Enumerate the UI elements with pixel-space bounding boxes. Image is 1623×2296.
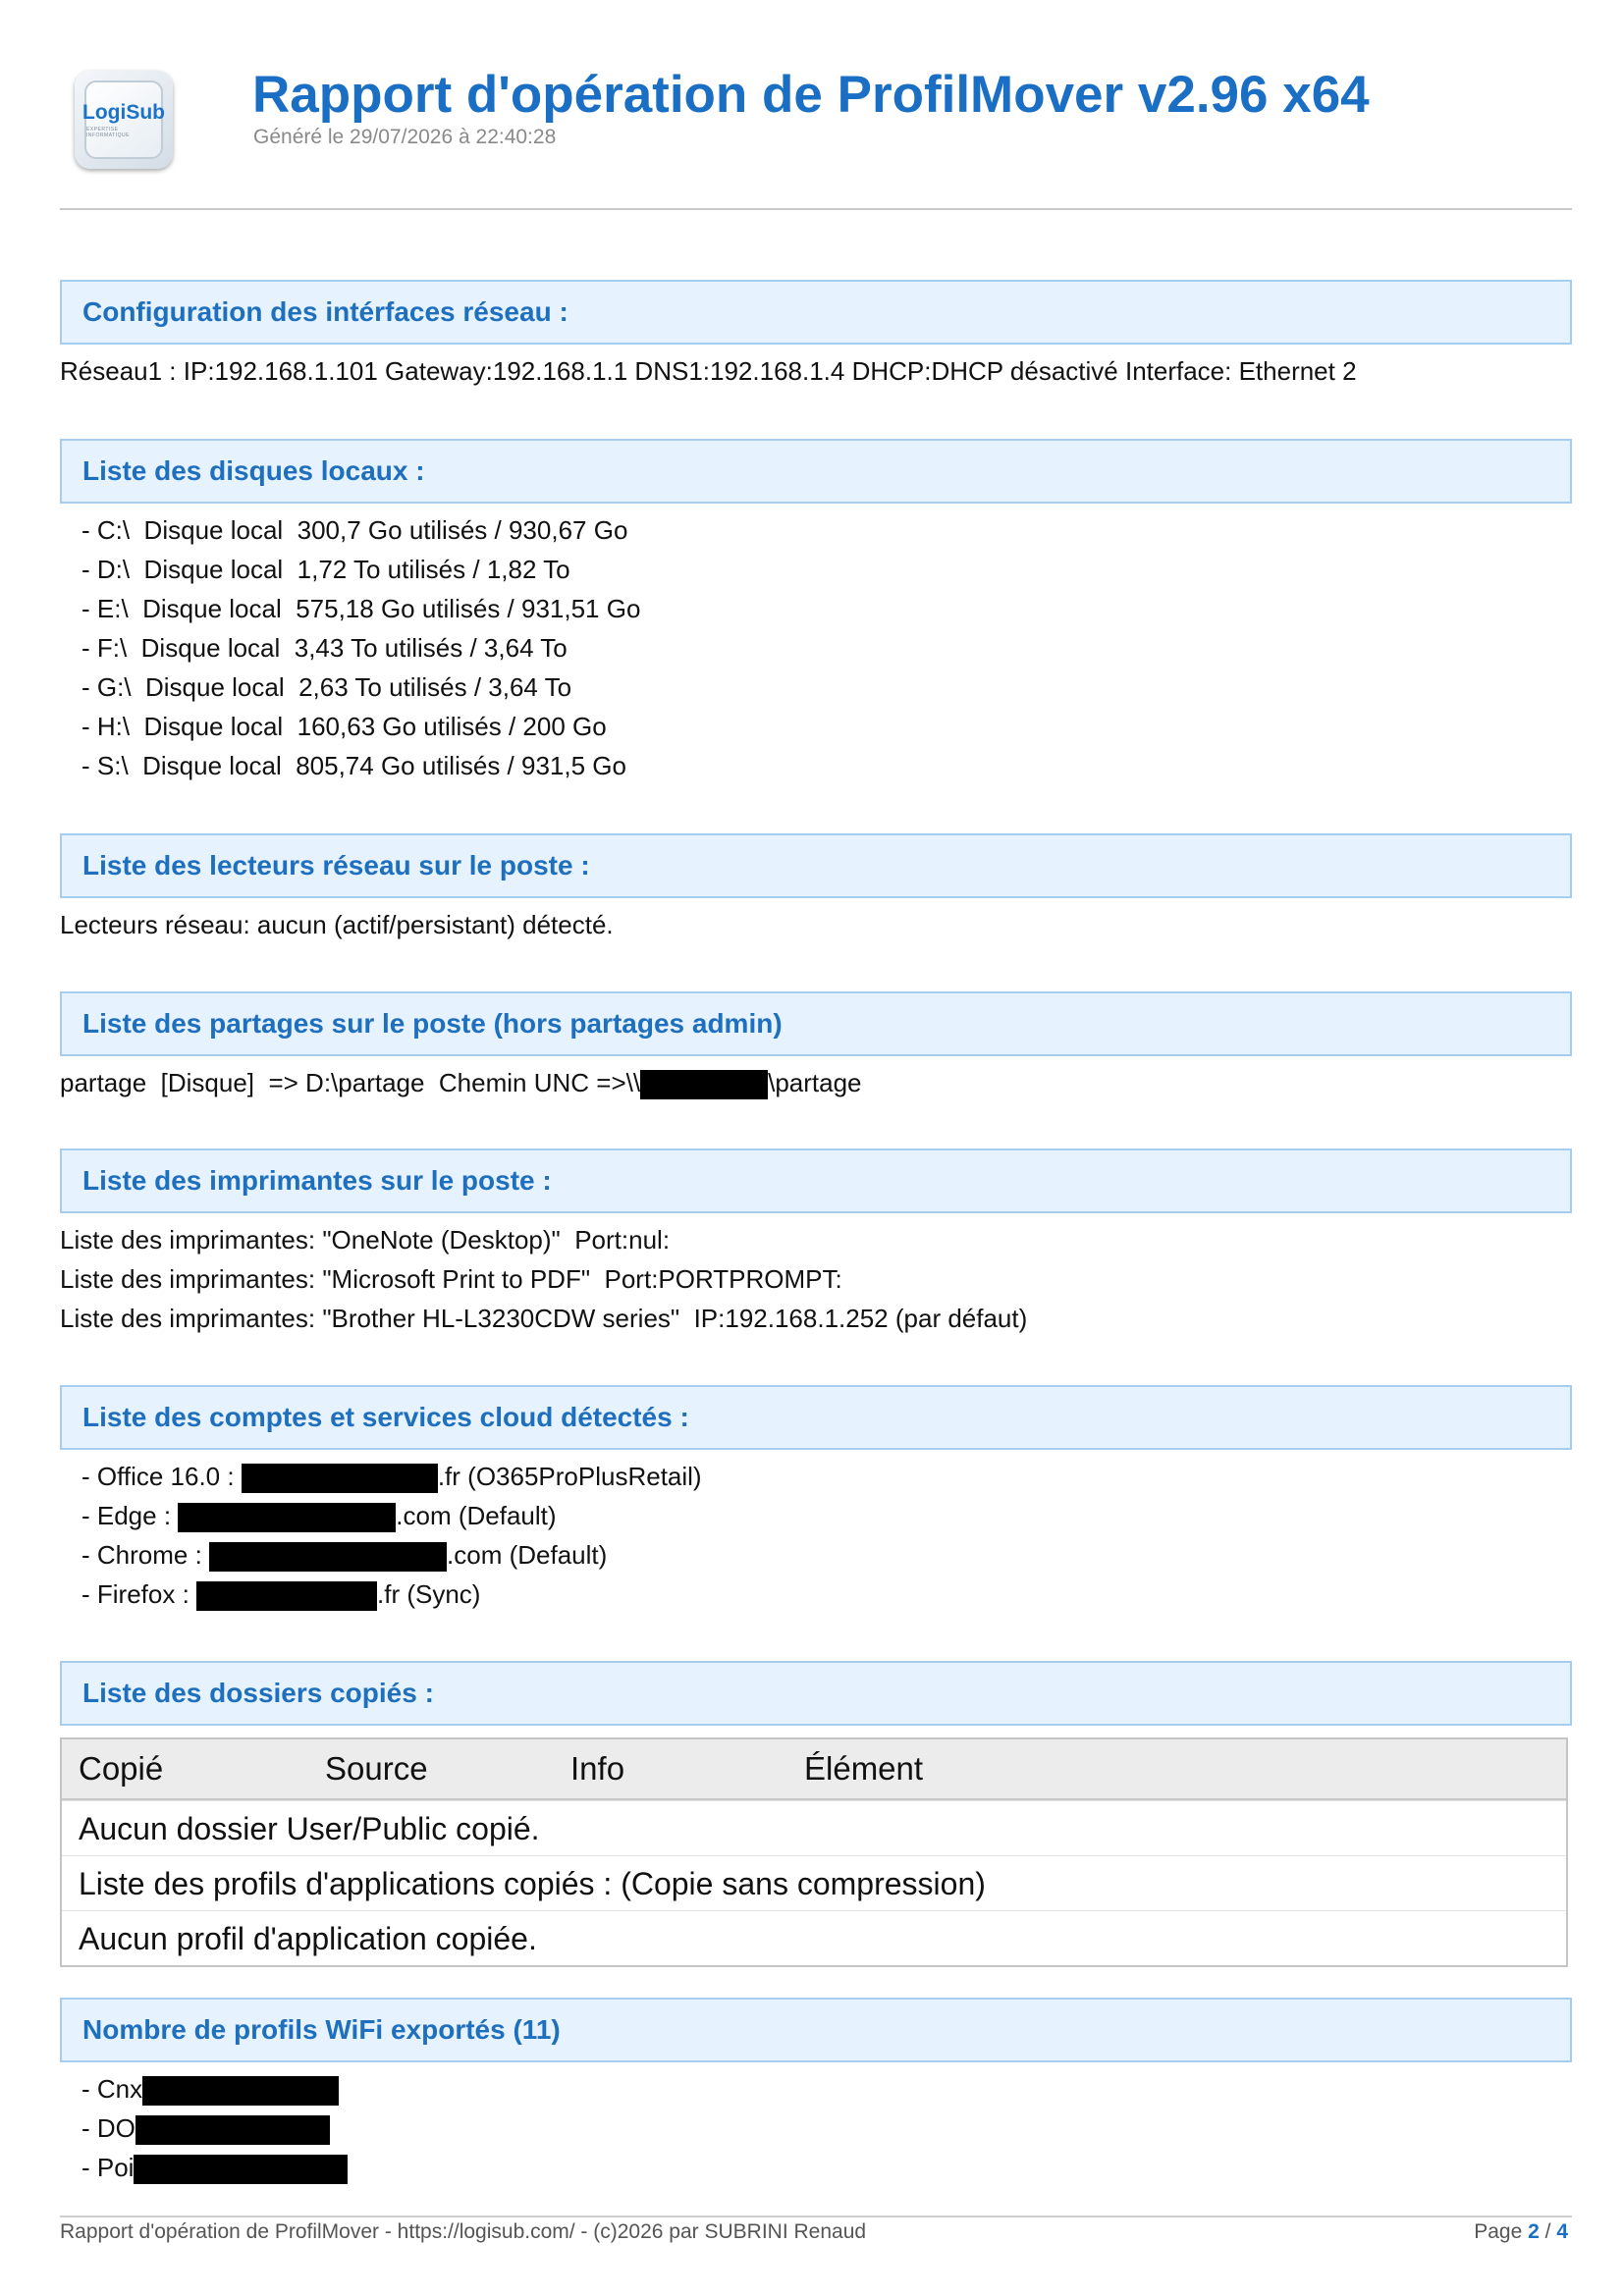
disk-item: - D:\ Disque local 1,72 To utilisés / 1,82 To xyxy=(81,555,570,584)
cloud-item-prefix: - Edge : xyxy=(81,1501,179,1530)
logo-text: LogiSub xyxy=(82,100,165,124)
cloud-item-suffix: .com (Default) xyxy=(447,1540,608,1570)
redacted-ssid xyxy=(142,2076,339,2106)
table-row xyxy=(62,1855,1566,1910)
section-network-drives-title: Liste des lecteurs réseau sur le poste : xyxy=(82,850,590,881)
section-wifi-title: Nombre de profils WiFi exportés (11) xyxy=(82,2014,561,2045)
section-printers-title: Liste des imprimantes sur le poste : xyxy=(82,1165,552,1196)
cloud-item-office xyxy=(81,1460,702,1493)
network-config-line: Réseau1 : IP:192.168.1.101 Gateway:192.168.1.1 DNS1:192.168.1.4 DHCP:DHCP désactivé Interface: Ethernet 2 xyxy=(60,356,1357,386)
section-printers-header xyxy=(60,1148,1572,1213)
disk-item: - C:\ Disque local 300,7 Go utilisés / 930,67 Go xyxy=(81,515,628,545)
table-row xyxy=(62,1800,1566,1855)
cloud-item-suffix: .fr (O365ProPlusRetail) xyxy=(437,1462,702,1491)
table-header-row xyxy=(62,1739,1566,1800)
disk-item: - F:\ Disque local 3,43 To utilisés / 3,64 To xyxy=(81,633,568,663)
redacted-account xyxy=(242,1464,438,1493)
table-row xyxy=(62,1910,1566,1965)
cloud-item-firefox xyxy=(81,1577,480,1611)
table-cell: Liste des profils d'applications copiés : (Copie sans compression) xyxy=(79,1866,986,1901)
wifi-item xyxy=(81,2072,339,2106)
footer-divider xyxy=(60,2216,1572,2217)
redacted-ssid xyxy=(135,2115,330,2145)
column-header-source: Source xyxy=(325,1750,428,1787)
cloud-item-prefix: - Office 16.0 : xyxy=(81,1462,242,1491)
disk-item: - G:\ Disque local 2,63 To utilisés / 3,64 To xyxy=(81,672,572,702)
column-header-info: Info xyxy=(570,1750,625,1787)
section-cloud-title: Liste des comptes et services cloud détectés : xyxy=(82,1402,689,1432)
section-cloud-header xyxy=(60,1385,1572,1450)
wifi-item-prefix: - Cnx xyxy=(81,2074,143,2104)
table-cell: Aucun profil d'application copiée. xyxy=(79,1921,537,1956)
table-cell: Aucun dossier User/Public copié. xyxy=(79,1811,540,1846)
section-network-drives-header xyxy=(60,833,1572,898)
page-label: Page xyxy=(1474,2220,1529,2243)
column-header-element: Élément xyxy=(804,1750,924,1787)
redacted-ssid xyxy=(134,2155,348,2184)
section-wifi-header xyxy=(60,1998,1572,2062)
section-copied-folders-header xyxy=(60,1661,1572,1726)
section-disks-header xyxy=(60,439,1572,504)
page-separator: / xyxy=(1539,2220,1557,2243)
disk-item: - S:\ Disque local 805,74 Go utilisés / 931,5 Go xyxy=(81,751,626,780)
report-title: Rapport d'opération de ProfilMover v2.96 x64 xyxy=(252,66,1370,124)
printer-item: Liste des imprimantes: "Brother HL-L3230CDW series" IP:192.168.1.252 (par défaut) xyxy=(60,1304,1028,1333)
wifi-item xyxy=(81,2111,330,2145)
wifi-item-prefix: - Poi xyxy=(81,2153,135,2182)
wifi-item-prefix: - DO xyxy=(81,2113,135,2143)
section-copied-folders-title: Liste des dossiers copiés : xyxy=(82,1678,434,1708)
report-header xyxy=(60,63,1572,181)
column-header-copie: Copié xyxy=(79,1750,164,1787)
logisub-logo xyxy=(75,71,173,169)
cloud-item-edge xyxy=(81,1499,557,1532)
section-disks-title: Liste des disques locaux : xyxy=(82,455,425,486)
share-line xyxy=(60,1066,862,1099)
generated-timestamp: Généré le 29/07/2026 à 22:40:28 xyxy=(253,126,557,148)
share-line-suffix: \partage xyxy=(768,1068,862,1097)
cloud-item-prefix: - Chrome : xyxy=(81,1540,210,1570)
network-drives-line: Lecteurs réseau: aucun (actif/persistant) détecté. xyxy=(60,910,614,939)
disk-item: - E:\ Disque local 575,18 Go utilisés / 931,51 Go xyxy=(81,594,641,623)
cloud-item-suffix: .com (Default) xyxy=(396,1501,557,1530)
logo-tagline: EXPERTISE INFORMATIQUE xyxy=(86,126,130,138)
page-total: 4 xyxy=(1556,2220,1568,2243)
header-divider xyxy=(60,208,1572,210)
redacted-hostname xyxy=(640,1070,768,1099)
disk-item: - H:\ Disque local 160,63 Go utilisés / 200 Go xyxy=(81,712,607,741)
copied-folders-table xyxy=(60,1737,1568,1967)
logo-badge xyxy=(84,80,163,159)
section-shares-header xyxy=(60,991,1572,1056)
printer-item: Liste des imprimantes: "OneNote (Desktop)" Port:nul: xyxy=(60,1225,671,1255)
wifi-item xyxy=(81,2151,348,2184)
section-network-title: Configuration des intérfaces réseau : xyxy=(82,296,568,327)
cloud-item-chrome xyxy=(81,1538,607,1572)
redacted-account xyxy=(178,1503,396,1532)
cloud-item-prefix: - Firefox : xyxy=(81,1579,197,1609)
footer-text: Rapport d'opération de ProfilMover - https://logisub.com/ - (c)2026 par SUBRINI Renaud xyxy=(60,2220,867,2243)
printer-item: Liste des imprimantes: "Microsoft Print to PDF" Port:PORTPROMPT: xyxy=(60,1264,842,1294)
page-current: 2 xyxy=(1528,2220,1540,2243)
share-line-prefix: partage [Disque] => D:\partage Chemin UNC =>\\ xyxy=(60,1068,641,1097)
section-shares-title: Liste des partages sur le poste (hors partages admin) xyxy=(82,1008,783,1039)
cloud-item-suffix: .fr (Sync) xyxy=(377,1579,481,1609)
redacted-account xyxy=(196,1581,377,1611)
redacted-account xyxy=(209,1542,447,1572)
section-network-header xyxy=(60,280,1572,345)
page-number xyxy=(1474,2220,1568,2244)
